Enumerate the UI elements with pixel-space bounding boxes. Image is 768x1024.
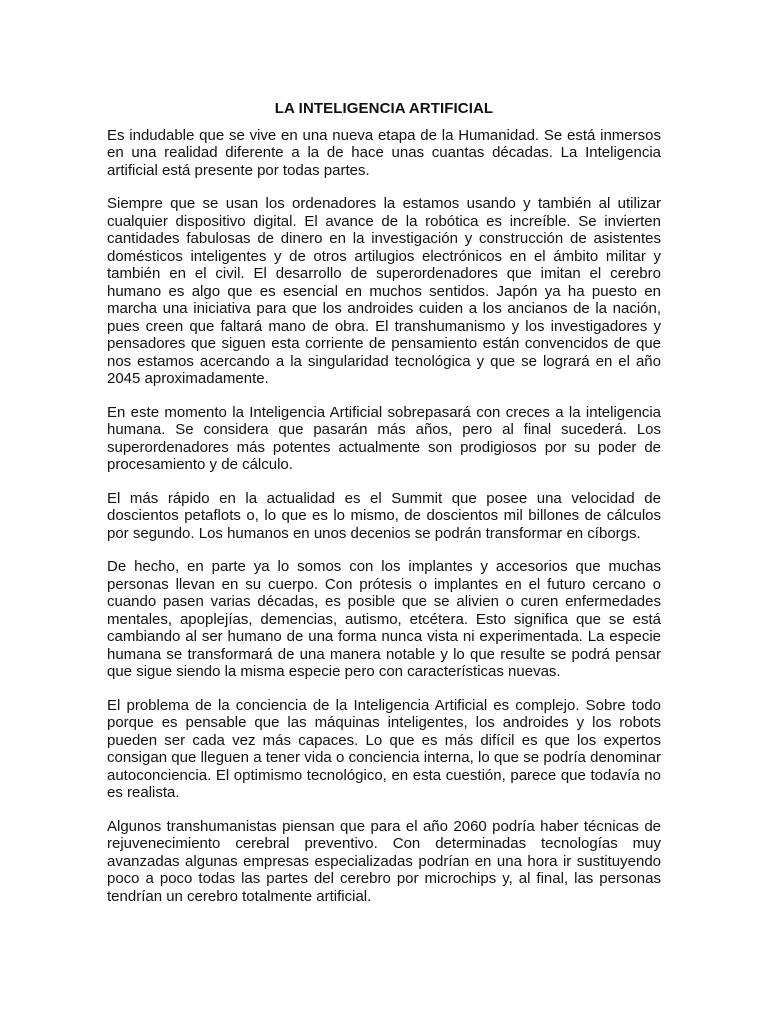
document-title: LA INTELIGENCIA ARTIFICIAL <box>274 100 494 117</box>
paragraph: Es indudable que se vive en una nueva etapa de la Humanidad. Se está inmersos en una realidad diferente a la de hace unas cuantas décadas. La Inteligencia artificial está presente por todas partes. <box>107 126 661 179</box>
paragraph: Siempre que se usan los ordenadores la estamos usando y también al utilizar cualquier dispositivo digital. El avance de la robótica es increíble. Se invierten cantidades fabulosas de dinero en la investigación y construcción de asistentes domésticos inteligentes y de otros artilugios electrónicos en el ámbito militar y también en el civil. El desarrollo de superordenadores que imitan el cerebro humano es algo que es esencial en muchos sentidos. Japón ya ha puesto en marcha una iniciativa para que los androides cuiden a los ancianos de la nación, pues creen que faltará mano de obra. El transhumanismo y los investigadores y pensadores que siguen esta corriente de pensamiento están convencidos de que nos estamos acercando a la singularidad tecnológica y que se logrará en el año 2045 aproximadamente. <box>107 195 661 387</box>
paragraph: Algunos transhumanistas piensan que para el año 2060 podría haber técnicas de rejuvenecimiento cerebral preventivo. Con determinadas tecnologías muy avanzadas algunas empresas especializadas podrían en una hora ir sustituyendo poco a poco todas las partes del cerebro por microchips y, al final, las personas tendrían un cerebro totalmente artificial. <box>107 817 661 905</box>
paragraph: El problema de la conciencia de la Inteligencia Artificial es complejo. Sobre todo porque es pensable que las máquinas inteligentes, los androides y los robots pueden ser cada vez más capaces. Lo que es más difícil es que los expertos consigan que lleguen a tener vida o conciencia interna, lo que se podría denominar autoconciencia. El optimismo tecnológico, en esta cuestión, parece que todavía no es realista. <box>107 696 661 801</box>
document-page <box>107 100 661 921</box>
paragraph: De hecho, en parte ya lo somos con los implantes y accesorios que muchas personas llevan en su cuerpo. Con prótesis o implantes en el futuro cercano o cuando pasen varias décadas, es posible que se alivien o curen enfermedades mentales, apoplejías, demencias, autismo, etcétera. Esto significa que se está cambiando al ser humano de una forma nunca vista ni experimentada. La especie humana se transformará de una manera notable y lo que resulte se podrá pensar que sigue siendo la misma especie pero con características nuevas. <box>107 558 661 680</box>
paragraph: El más rápido en la actualidad es el Summit que posee una velocidad de doscientos petaflots o, lo que es lo mismo, de doscientos mil billones de cálculos por segundo. Los humanos en unos decenios se podrán transformar en cíborgs. <box>107 489 661 542</box>
paragraph: En este momento la Inteligencia Artificial sobrepasará con creces a la inteligencia humana. Se considera que pasarán más años, pero al final sucederá. Los superordenadores más potentes actualmente son prodigiosos por su poder de procesamiento y de cálculo. <box>107 403 661 473</box>
